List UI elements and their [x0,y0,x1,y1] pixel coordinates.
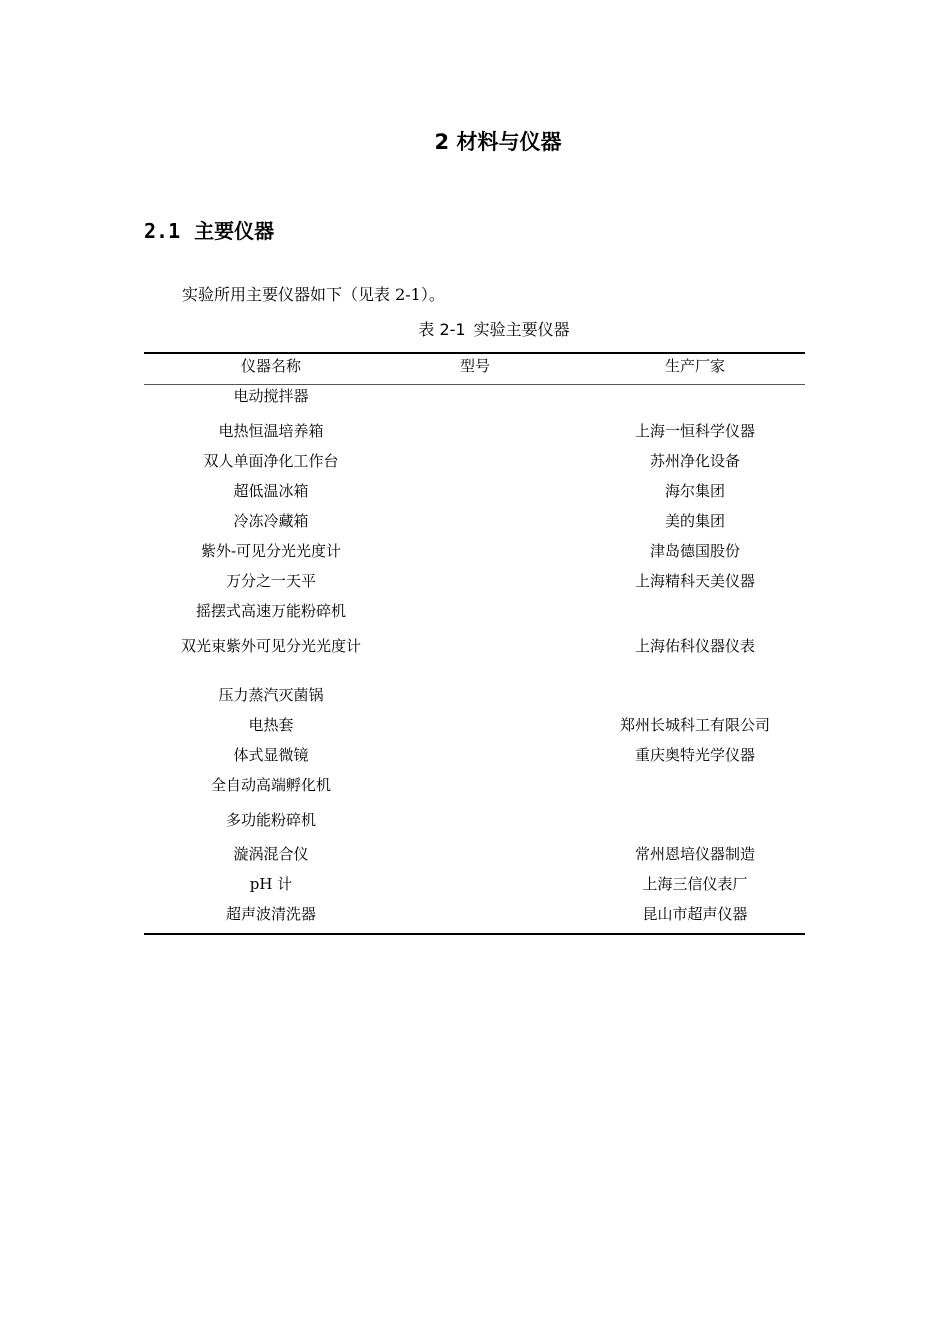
instrument-maker: 海尔集团 [664,482,725,500]
instrument-maker: 上海精科天美仪器 [634,572,755,590]
instrument-maker: 常州恩培仪器制造 [634,845,755,863]
instrument-maker: 上海佑科仪器仪表 [634,637,755,655]
instrument-name: 万分之一天平 [225,572,316,590]
instrument-maker: 重庆奥特光学仪器 [634,746,755,764]
instrument-name: 冷冻冷藏箱 [233,512,309,530]
instrument-name: 双光束紫外可见分光光度计 [181,637,362,655]
instrument-name: 双人单面净化工作台 [203,452,339,470]
instrument-name: 全自动高端孵化机 [210,776,331,794]
table-header-rule [144,384,805,385]
table-bottom-rule [144,933,805,935]
table-caption [0,318,950,342]
header-manufacturer: 生产厂家 [664,357,725,375]
instrument-name: 电热套 [248,716,294,734]
instrument-maker: 上海三信仪表厂 [642,875,748,893]
instrument-maker: 津岛德国股份 [649,542,740,560]
instrument-maker: 郑州长城科工有限公司 [619,716,770,734]
table-caption-number: 表 2-1 [418,320,466,339]
table-top-rule [144,352,805,354]
instrument-maker: 美的集团 [664,512,725,530]
instrument-name: 体式显微镜 [233,746,309,764]
instrument-name: 漩涡混合仪 [233,845,309,863]
instrument-name: 超低温冰箱 [233,482,309,500]
intro-paragraph: 实验所用主要仪器如下（见表 2-1）。 [182,285,445,304]
header-instrument-name: 仪器名称 [240,357,301,375]
section-title: 主要仪器 [194,219,275,243]
instrument-maker: 上海一恒科学仪器 [634,422,755,440]
header-model: 型号 [459,357,490,375]
instrument-name: 摇摆式高速万能粉碎机 [195,602,346,620]
instrument-name: 电热恒温培养箱 [218,422,324,440]
instrument-name: 紫外-可见分光光度计 [200,542,342,560]
instrument-name: pH 计 [249,875,293,893]
instrument-maker: 苏州净化设备 [649,452,740,470]
instrument-maker: 昆山市超声仪器 [642,905,748,923]
instrument-name: 电动搅拌器 [233,387,309,405]
section-number: 2.1 [144,219,181,243]
chapter-title: 2 材料与仪器 [434,130,562,154]
instrument-name: 压力蒸汽灭菌锅 [218,686,324,704]
table-caption-title: 实验主要仪器 [473,320,570,339]
instrument-name: 多功能粉碎机 [225,811,316,829]
section-heading [144,216,274,246]
instrument-name: 超声波清洗器 [225,905,316,923]
